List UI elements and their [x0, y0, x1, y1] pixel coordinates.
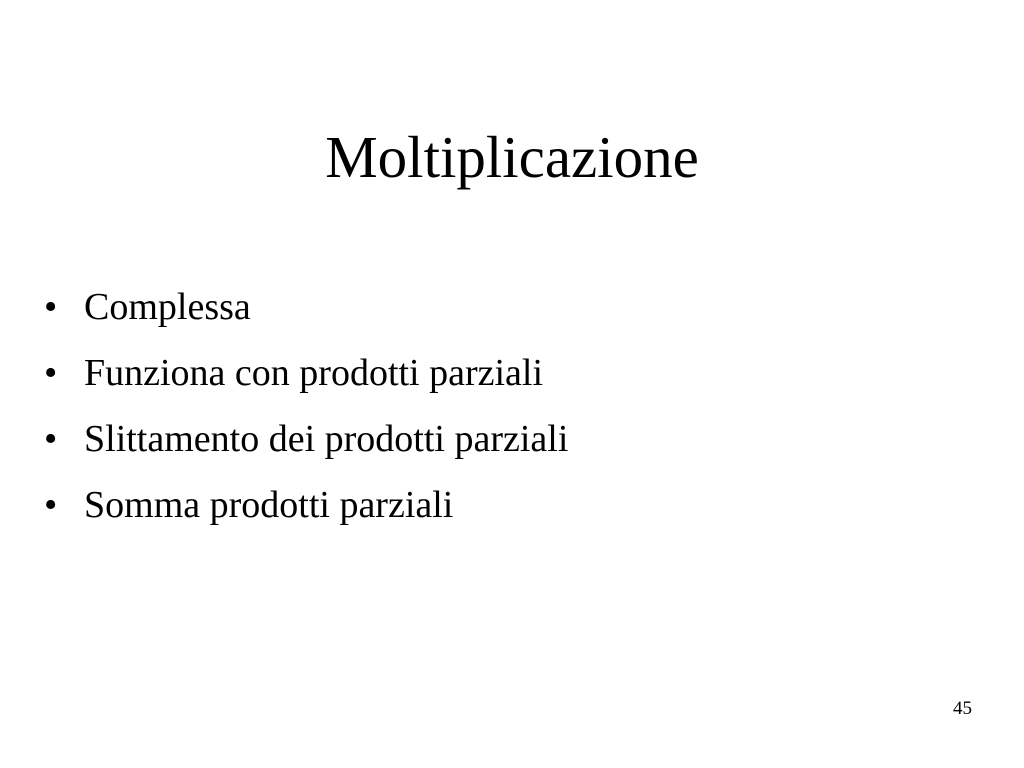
bullet-icon: • — [44, 484, 58, 526]
bullet-text: Funziona con prodotti parziali — [84, 352, 544, 394]
bullet-text: Complessa — [84, 286, 251, 328]
bullet-text: Somma prodotti parziali — [84, 484, 454, 526]
bullet-icon: • — [44, 352, 58, 394]
page-number: 45 — [953, 698, 972, 719]
bullet-icon: • — [44, 286, 58, 328]
slide-title: Moltiplicazione — [325, 124, 699, 190]
bullet-text: Slittamento dei prodotti parziali — [84, 418, 569, 460]
bullet-icon: • — [44, 418, 58, 460]
